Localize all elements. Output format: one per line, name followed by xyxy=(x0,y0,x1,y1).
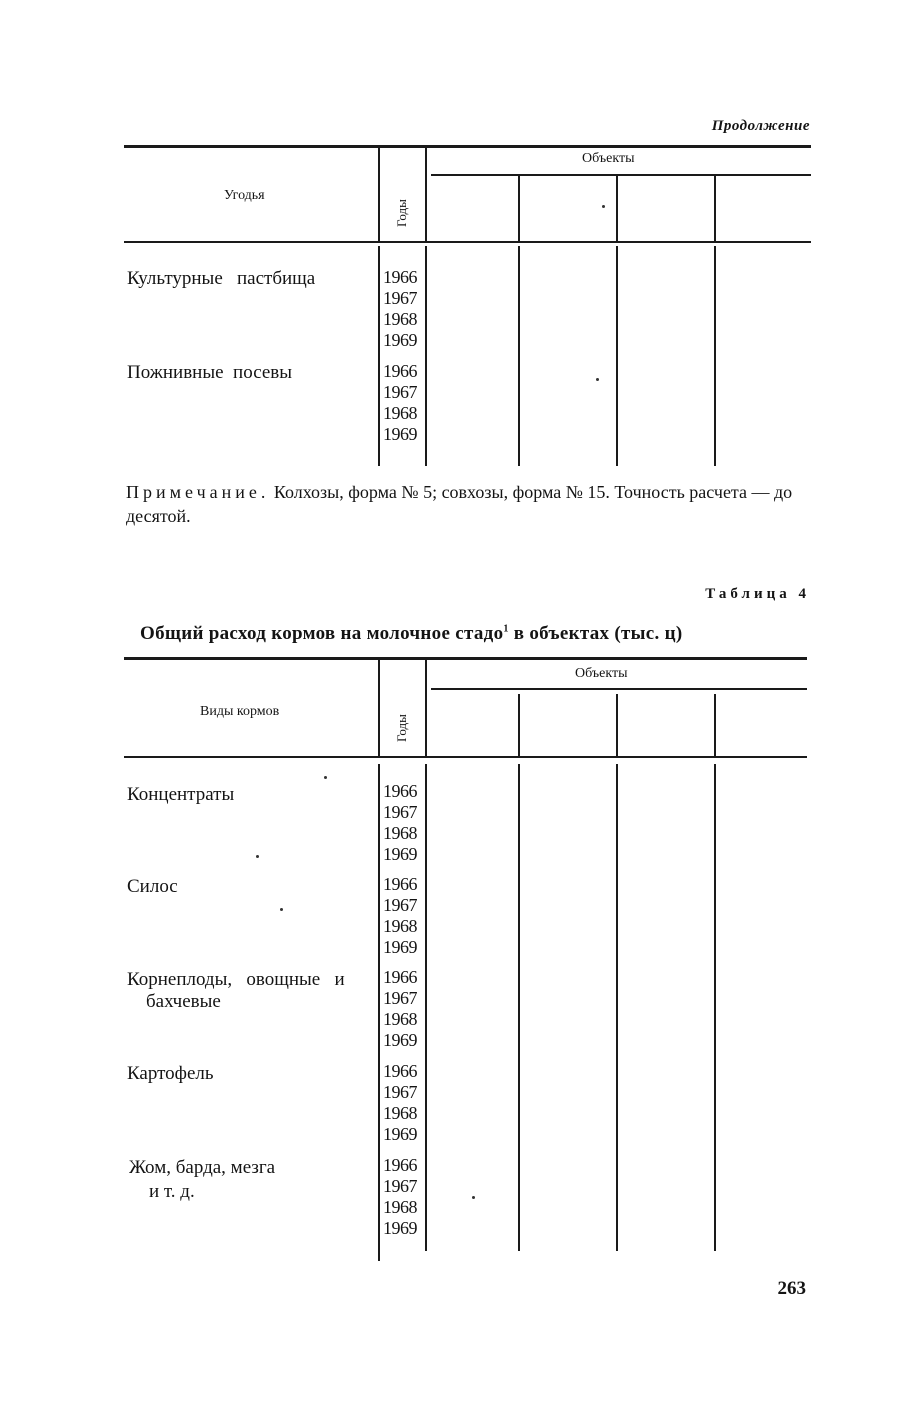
year: 1968 xyxy=(383,1009,417,1029)
col-divider xyxy=(378,764,380,1261)
year: 1967 xyxy=(383,802,417,822)
row-label-cont: и т. д. xyxy=(149,1181,195,1202)
year: 1968 xyxy=(383,403,417,423)
col-divider xyxy=(518,246,520,466)
objects-sub-rule xyxy=(431,688,807,690)
row-label: Картофель xyxy=(127,1063,214,1084)
years-list xyxy=(383,874,417,958)
year: 1966 xyxy=(383,781,417,801)
col-divider xyxy=(714,694,716,756)
note-prefix: Примечание. xyxy=(126,482,270,502)
col-divider xyxy=(518,764,520,1251)
col-divider xyxy=(714,176,716,243)
row-label: Жом, барда, мезга xyxy=(129,1157,276,1178)
table-top-rule xyxy=(124,145,811,148)
col-divider xyxy=(714,764,716,1251)
year: 1967 xyxy=(383,1176,417,1196)
year: 1968 xyxy=(383,823,417,843)
year: 1967 xyxy=(383,288,417,308)
year: 1968 xyxy=(383,916,417,936)
year: 1966 xyxy=(383,1155,417,1175)
year: 1969 xyxy=(383,1030,417,1050)
year: 1968 xyxy=(383,1197,417,1217)
year: 1966 xyxy=(383,967,417,987)
year: 1969 xyxy=(383,424,417,444)
row-label-cont: бахчевые xyxy=(146,991,221,1012)
continuation-label: Продолжение xyxy=(711,118,810,134)
footnote-mark: 1 xyxy=(503,623,509,635)
year: 1967 xyxy=(383,382,417,402)
title-text: Общий расход кормов на молочное стадо xyxy=(140,623,504,644)
col-divider xyxy=(378,246,380,466)
year: 1967 xyxy=(383,988,417,1008)
objects-header: Объекты xyxy=(582,151,635,166)
years-list xyxy=(383,1155,417,1239)
col-divider xyxy=(518,176,520,243)
years-header: Годы xyxy=(394,714,409,742)
years-list xyxy=(383,361,417,445)
table-number: Таблица 4 xyxy=(705,586,810,602)
col-divider xyxy=(425,246,427,466)
year: 1967 xyxy=(383,895,417,915)
years-list xyxy=(383,781,417,865)
year: 1969 xyxy=(383,1124,417,1144)
year: 1969 xyxy=(383,844,417,864)
scan-speck xyxy=(256,855,259,858)
row-label: Культурные пастбища xyxy=(127,268,316,289)
col-divider xyxy=(378,147,380,243)
year: 1968 xyxy=(383,1103,417,1123)
col-divider xyxy=(616,694,618,756)
row-label: Корнеплоды, овощные и xyxy=(127,969,345,990)
table-top-rule xyxy=(124,657,807,660)
objects-header: Объекты xyxy=(575,666,628,681)
scan-speck xyxy=(596,378,599,381)
year: 1969 xyxy=(383,937,417,957)
col-divider xyxy=(616,176,618,243)
year: 1966 xyxy=(383,1061,417,1081)
year: 1966 xyxy=(383,361,417,381)
year: 1966 xyxy=(383,267,417,287)
years-header: Годы xyxy=(394,199,409,227)
scan-speck xyxy=(324,776,327,779)
year: 1967 xyxy=(383,1082,417,1102)
col-divider xyxy=(616,246,618,466)
land-header: Угодья xyxy=(224,188,265,203)
col-divider xyxy=(714,246,716,466)
note-text: Колхозы, форма № 5; совхозы, форма № 15. Точность расчета — до десятой. xyxy=(126,482,793,526)
year: 1969 xyxy=(383,1218,417,1238)
title-end: в объектах (тыс. ц) xyxy=(508,623,683,644)
table-note xyxy=(126,480,811,528)
page-number: 263 xyxy=(777,1278,806,1299)
row-label: Силос xyxy=(127,876,178,897)
years-list xyxy=(383,1061,417,1145)
col-divider xyxy=(425,764,427,1251)
scan-speck xyxy=(280,908,283,911)
table-title xyxy=(140,623,820,645)
year: 1969 xyxy=(383,330,417,350)
row-label: Концентраты xyxy=(127,784,235,805)
header-bottom-rule xyxy=(124,756,807,758)
header-bottom-rule xyxy=(124,241,811,243)
col-divider xyxy=(616,764,618,1251)
year: 1966 xyxy=(383,874,417,894)
years-list xyxy=(383,967,417,1051)
scan-speck xyxy=(602,205,605,208)
feeds-header: Виды кормов xyxy=(200,704,280,719)
col-divider xyxy=(425,660,427,756)
col-divider xyxy=(425,147,427,243)
col-divider xyxy=(378,660,380,756)
year: 1968 xyxy=(383,309,417,329)
col-divider xyxy=(518,694,520,756)
years-list xyxy=(383,267,417,351)
objects-sub-rule xyxy=(431,174,811,176)
row-label: Пожнивные посевы xyxy=(127,362,293,383)
scan-speck xyxy=(472,1196,475,1199)
